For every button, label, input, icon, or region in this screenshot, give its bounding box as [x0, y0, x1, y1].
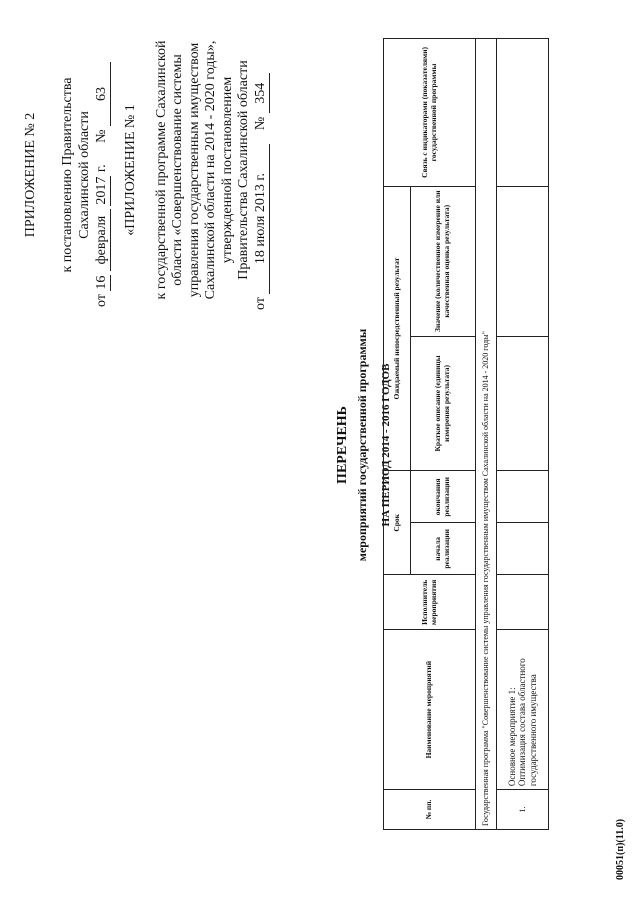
doc-number: 63 [93, 62, 111, 126]
header-link: Связь с индикаторами (показателями) государственной программы [384, 39, 476, 187]
appendix-1-date [253, 20, 271, 310]
row-end [497, 471, 549, 523]
row-start [497, 523, 549, 575]
table-row [497, 39, 549, 830]
appendix-2-date [93, 35, 111, 307]
appendix-2-block [22, 35, 111, 315]
header-name: Наименование мероприятий [384, 630, 476, 790]
header-start: начала реализации [411, 523, 476, 575]
row-link [497, 39, 549, 187]
date-year-suffix: г. [94, 164, 109, 173]
appendix-1-title: «ПРИЛОЖЕНИЕ № 1 [123, 104, 138, 236]
date-day: 16 [94, 275, 109, 290]
header-result: Ожидаемый непосредственный результат [384, 186, 411, 471]
footer-code: 00051(п)(11.0) [615, 818, 626, 880]
row-executor [497, 575, 549, 630]
row-description [497, 336, 549, 471]
header-value: Значение (количественное измерение или качественная оценка результата) [411, 186, 476, 336]
approval-date: 18 июля 2013 г. [253, 144, 271, 294]
appendix-1-line: к государственной программе Сахалинской [153, 40, 169, 300]
appendix-1-line: области «Совершенствование системы [170, 54, 185, 286]
appendix-1-block [123, 20, 270, 320]
header-executor: Исполнитель мероприятия [384, 575, 476, 630]
program-cell: Государственная программа "Совершенствование системы управления государственным имуществом Сахалинской области на 2014 - 2020 годы" [476, 39, 497, 830]
row-num: 1. [497, 790, 549, 830]
date-prefix: от [94, 294, 109, 307]
number-label: № [94, 129, 109, 143]
appendix-2-line2: Сахалинской области [77, 111, 92, 239]
header-num: № пп. [384, 790, 476, 830]
appendix-1-line: Правительства Сахалинской области [236, 60, 251, 280]
period-title: НА ПЕРИОД 2014 - 2016 ГОДОВ [380, 363, 392, 527]
table-header-row [384, 39, 411, 830]
date-month: февраля [93, 209, 111, 271]
appendix-2-title: ПРИЛОЖЕНИЕ № 2 [23, 112, 38, 238]
appendix-1-line: утвержденной постановлением [219, 76, 235, 264]
list-title: ПЕРЕЧЕНЬ [335, 406, 350, 484]
header-end: окончания реализации [411, 471, 476, 523]
header-term: Срок [384, 471, 411, 575]
header-description: Краткое описание (единицы измерения результата) [411, 336, 476, 471]
approval-number: 354 [253, 73, 271, 113]
appendix-2-line1: к постановлению Правительства [60, 77, 75, 273]
list-subtitle: мероприятий государственной программы [355, 328, 369, 562]
number-label: № [252, 116, 268, 131]
date-year: 2017 [94, 176, 109, 205]
row-value [497, 186, 549, 336]
date-prefix: от [252, 297, 268, 310]
row-name: Основное мероприятие 1: Оптимизация состава областного государственного имущества [497, 630, 549, 790]
appendix-1-line: управления государственным имуществом [186, 42, 202, 298]
appendix-1-line: Сахалинской области на 2014 - 2020 годы», [203, 40, 218, 300]
measures-table [383, 38, 549, 830]
table-program-row [476, 39, 497, 830]
